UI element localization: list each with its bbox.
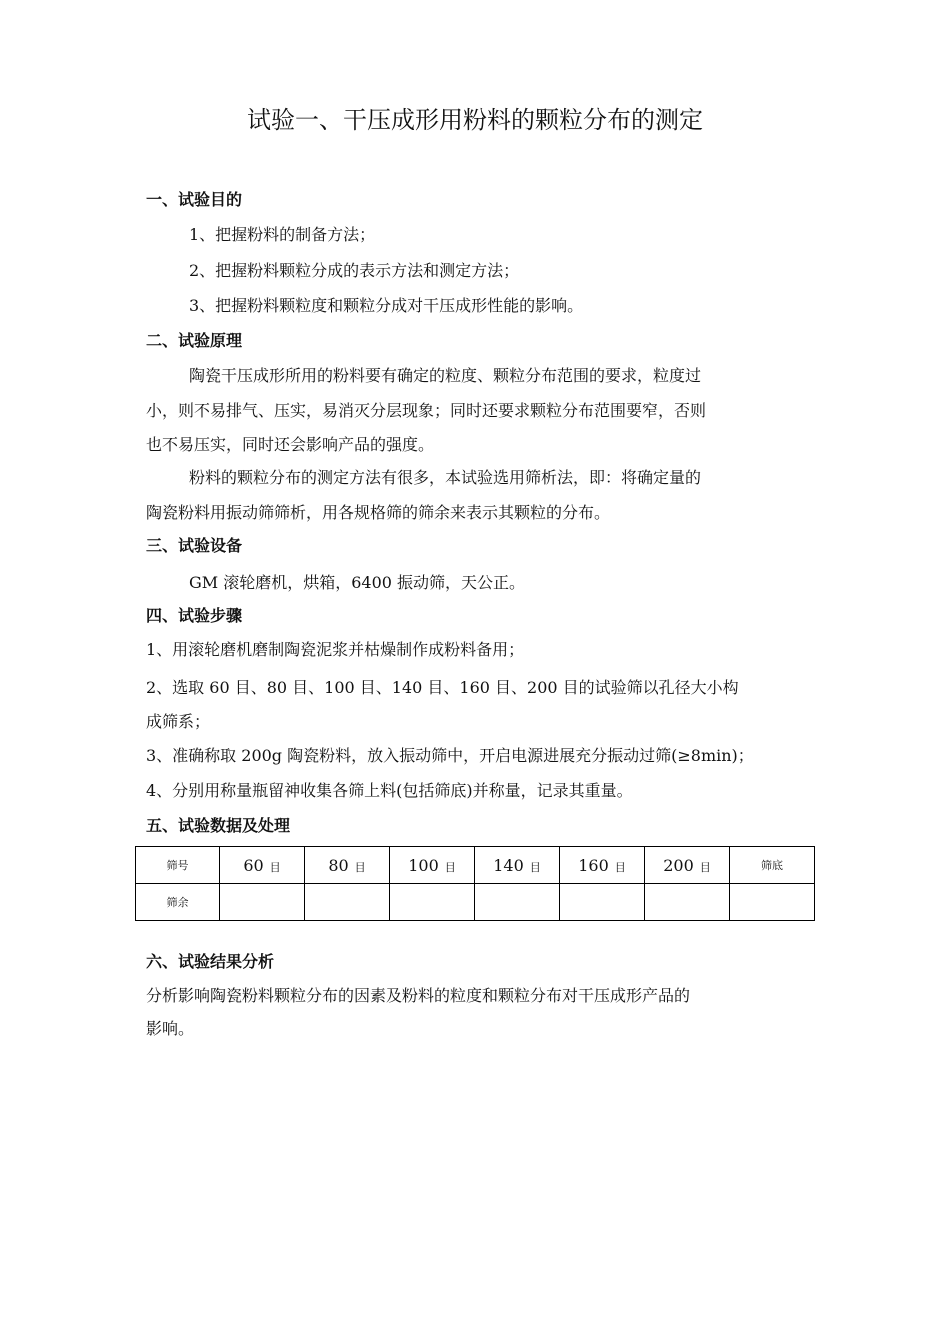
mesh-unit: 目 xyxy=(614,860,626,874)
mesh-unit: 目 xyxy=(444,860,456,874)
mesh-cell xyxy=(305,847,390,884)
section-heading-analysis: 六、试验结果分析 xyxy=(146,952,275,971)
principle-line: 粉料的颗粒分布的测定方法有很多，本试验选用筛析法，即：将确定量的 xyxy=(189,468,702,487)
mesh-unit: 目 xyxy=(354,860,366,874)
section-heading-purpose: 一、试验目的 xyxy=(146,190,243,209)
residue-cell xyxy=(560,884,645,921)
residue-cell xyxy=(220,884,305,921)
analysis-line: 分析影响陶瓷粉料颗粒分布的因素及粉料的粒度和颗粒分布对干压成形产品的 xyxy=(146,986,691,1005)
section-heading-steps: 四、试验步骤 xyxy=(146,606,243,625)
residue-cell xyxy=(390,884,475,921)
analysis-line: 影响。 xyxy=(146,1019,195,1038)
residue-cell xyxy=(730,884,815,921)
sieve-bottom-label: 筛底 xyxy=(730,847,815,884)
residue-cell xyxy=(645,884,730,921)
purpose-item: 1、把握粉料的制备方法； xyxy=(189,225,376,244)
table-row xyxy=(136,884,815,921)
residue-label: 筛余 xyxy=(136,884,220,921)
mesh-cell xyxy=(645,847,730,884)
mesh-cell xyxy=(390,847,475,884)
equipment-text: GM 滚轮磨机，烘箱，6400 振动筛，天公正。 xyxy=(189,573,526,592)
mesh-unit: 目 xyxy=(269,860,281,874)
step-line: 4、分别用称量瓶留神收集各筛上料(包括筛底)并称量，记录其重量。 xyxy=(146,781,633,800)
section-heading-data: 五、试验数据及处理 xyxy=(146,816,291,835)
mesh-value: 140 xyxy=(493,855,524,875)
sieve-number-label: 筛号 xyxy=(136,847,220,884)
page-title: 试验一、干压成形用粉料的颗粒分布的测定 xyxy=(247,106,703,134)
principle-line: 陶瓷干压成形所用的粉料要有确定的粒度、颗粒分布范围的要求，粒度过 xyxy=(189,366,702,385)
mesh-value: 60 xyxy=(243,855,264,875)
principle-line: 也不易压实，同时还会影响产品的强度。 xyxy=(146,435,435,454)
mesh-cell xyxy=(220,847,305,884)
mesh-unit: 目 xyxy=(699,860,711,874)
mesh-cell xyxy=(475,847,560,884)
section-heading-principle: 二、试验原理 xyxy=(146,331,243,350)
section-heading-equipment: 三、试验设备 xyxy=(146,536,243,555)
mesh-value: 160 xyxy=(578,855,609,875)
purpose-item: 2、把握粉料颗粒分成的表示方法和测定方法； xyxy=(189,261,520,280)
mesh-value: 100 xyxy=(408,855,439,875)
step-line: 2、选取 60 目、80 目、100 目、140 目、160 目、200 目的试验筛以孔径大小构 xyxy=(146,678,739,697)
mesh-cell xyxy=(560,847,645,884)
table-row xyxy=(136,847,815,884)
mesh-value: 80 xyxy=(328,855,349,875)
step-line: 3、准确称取 200g 陶瓷粉料，放入振动筛中，开启电源进展充分振动过筛(≥8min)； xyxy=(146,746,754,765)
residue-cell xyxy=(475,884,560,921)
step-line: 成筛系； xyxy=(146,712,211,731)
principle-line: 小，则不易排气、压实，易消灭分层现象；同时还要求颗粒分布范围要窄，否则 xyxy=(146,401,707,420)
mesh-unit: 目 xyxy=(529,860,541,874)
principle-line: 陶瓷粉料用振动筛筛析，用各规格筛的筛余来表示其颗粒的分布。 xyxy=(146,503,611,522)
purpose-item: 3、把握粉料颗粒度和颗粒分成对干压成形性能的影响。 xyxy=(189,296,584,315)
step-line: 1、用滚轮磨机磨制陶瓷泥浆并枯燥制作成粉料备用； xyxy=(146,640,525,659)
residue-cell xyxy=(305,884,390,921)
mesh-value: 200 xyxy=(663,855,694,875)
sieve-data-table xyxy=(135,846,815,921)
